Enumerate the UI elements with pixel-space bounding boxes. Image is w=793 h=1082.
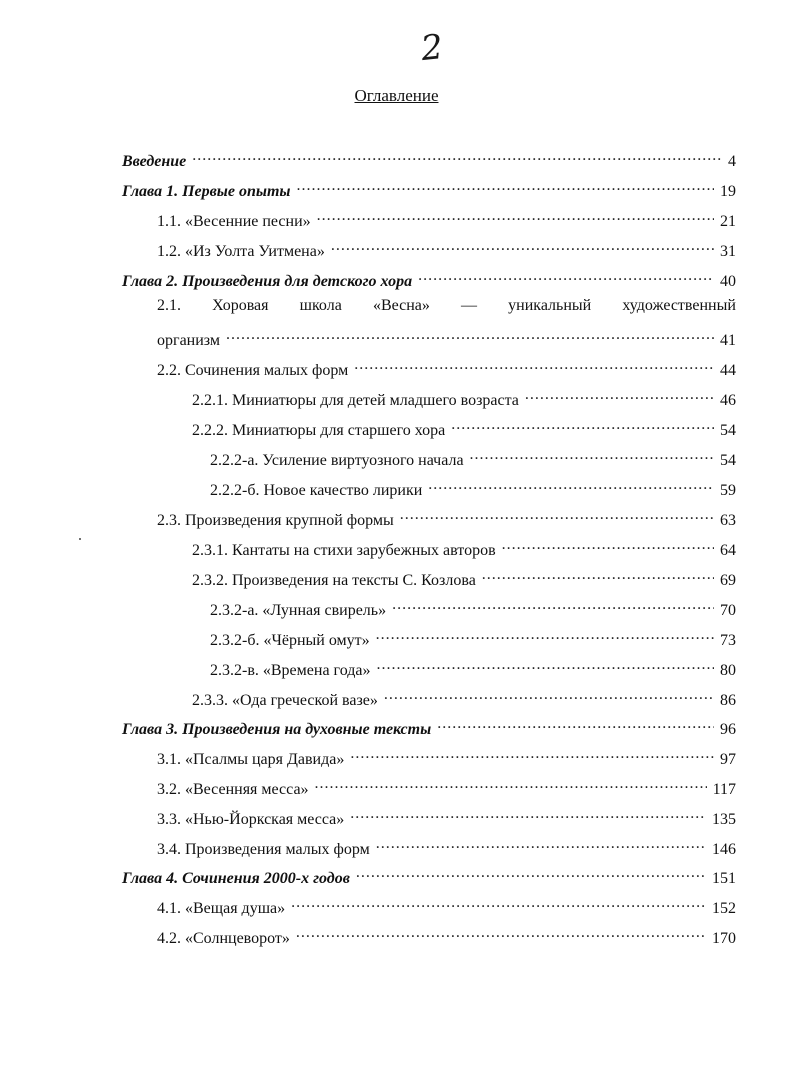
toc-entry-label: 4.2. «Солнцеворот» — [157, 930, 290, 947]
toc-entry-2-3-2-a — [210, 595, 736, 621]
toc-entry-page: 19 — [720, 183, 736, 200]
toc-entry-label: 2.2.2-а. Усиление виртуозного начала — [210, 452, 464, 469]
toc-entry-3-3 — [157, 804, 736, 830]
toc-entry-3-2 — [157, 774, 736, 800]
toc-entry-chapter-4 — [122, 863, 736, 889]
toc-entry-label: 2.2. Сочинения малых форм — [157, 362, 349, 379]
toc-entry-page: 135 — [712, 811, 736, 828]
toc-entry-page: 54 — [720, 452, 736, 469]
toc-title: Оглавление — [354, 86, 439, 105]
toc-entry-page: 21 — [720, 213, 736, 230]
toc-entry-page: 86 — [720, 692, 736, 709]
toc-entry-page: 40 — [720, 273, 736, 290]
toc-word: «Весна» — [372, 297, 430, 314]
toc-entry-page: 59 — [720, 482, 736, 499]
leader-dots — [317, 206, 714, 226]
toc-entry-label: организм — [157, 332, 221, 349]
toc-entry-2-2-2-b — [210, 475, 736, 501]
leader-dots — [354, 355, 714, 375]
leader-dots — [384, 685, 714, 705]
toc-entry-label: 1.2. «Из Уолта Уитмена» — [157, 243, 325, 260]
toc-entry-label: 2.2.2-б. Новое качество лирики — [210, 482, 423, 499]
leader-dots — [482, 565, 714, 585]
leader-dots — [418, 266, 714, 286]
toc-entry-chapter-3 — [122, 714, 736, 740]
toc-entry-2-3 — [157, 505, 736, 531]
leader-dots — [376, 834, 706, 854]
handwritten-page-number: 2 — [419, 26, 445, 70]
toc-entry-2-2-2 — [192, 415, 736, 441]
toc-entry-2-3-2-b — [210, 625, 736, 651]
leader-dots — [470, 445, 714, 465]
leader-dots — [392, 595, 714, 615]
toc-entry-label: 3.3. «Нью-Йоркская месса» — [157, 811, 345, 828]
toc-entry-label: 2.3.2-а. «Лунная свирель» — [210, 602, 387, 619]
toc-entry-3-4 — [157, 834, 736, 860]
toc-entry-2-1-line-1 — [157, 296, 736, 316]
toc-entry-label: 2.3.2-б. «Чёрный омут» — [210, 632, 370, 649]
toc-entry-3-1 — [157, 744, 736, 770]
leader-dots — [350, 804, 706, 824]
toc-entry-label: 3.4. Произведения малых форм — [157, 841, 370, 858]
toc-entry-label: 3.2. «Весенняя месса» — [157, 781, 309, 798]
toc-entry-page: 41 — [720, 332, 736, 349]
toc-entry-4-2 — [157, 923, 736, 949]
toc-entry-label: Глава 3. Произведения на духовные тексты — [122, 721, 432, 738]
toc-entry-label: 1.1. «Весенние песни» — [157, 213, 311, 230]
toc-entry-label: Глава 2. Произведения для детского хора — [122, 273, 413, 290]
toc-word: — — [461, 297, 478, 314]
toc-entry-label: 2.3.2-в. «Времена года» — [210, 662, 371, 679]
leader-dots — [297, 176, 714, 196]
toc-entry-page: 69 — [720, 572, 736, 589]
toc-entry-4-1 — [157, 893, 736, 919]
toc-entry-2-3-2 — [192, 565, 736, 591]
toc-entry-page: 170 — [712, 930, 736, 947]
toc-entry-page: 44 — [720, 362, 736, 379]
leader-dots — [400, 505, 714, 525]
leader-dots — [376, 625, 714, 645]
toc-entry-page: 146 — [712, 841, 736, 858]
toc-entry-page: 117 — [712, 781, 736, 798]
toc-entry-page: 152 — [712, 900, 736, 917]
toc-entry-page: 97 — [720, 751, 736, 768]
toc-entry-2-3-3 — [192, 685, 736, 711]
toc-entry-2-3-2-v — [210, 655, 736, 681]
toc-entry-page: 4 — [728, 153, 736, 170]
leader-dots — [451, 415, 714, 435]
toc-word: Хоровая — [212, 297, 269, 314]
toc-entry-label: Введение — [122, 153, 187, 170]
leader-dots — [525, 385, 714, 405]
toc-entry-2-2-2-a — [210, 445, 736, 471]
toc-entry-label: 2.3.3. «Ода греческой вазе» — [192, 692, 378, 709]
toc-entry-page: 54 — [720, 422, 736, 439]
leader-dots — [315, 774, 707, 794]
leader-dots — [296, 923, 706, 943]
toc-entry-label: 2.3. Произведения крупной формы — [157, 512, 394, 529]
leader-dots — [437, 714, 714, 734]
toc-entry-2-2-1 — [192, 385, 736, 411]
leader-dots — [291, 893, 706, 913]
toc-entry-label: 2.3.2. Произведения на тексты С. Козлова — [192, 572, 476, 589]
leader-dots — [377, 655, 715, 675]
toc-entry-page: 70 — [720, 602, 736, 619]
toc-entry-label: Глава 1. Первые опыты — [122, 183, 291, 200]
toc-word: художественный — [622, 297, 736, 314]
toc-entry-2-3-1 — [192, 535, 736, 561]
toc-entry-page: 80 — [720, 662, 736, 679]
toc-entry-page: 31 — [720, 243, 736, 260]
toc-entry-2-2 — [157, 355, 736, 381]
toc-entry-chapter-1 — [122, 176, 736, 202]
toc-entry-label: 3.1. «Псалмы царя Давида» — [157, 751, 345, 768]
toc-entry-1-1 — [157, 206, 736, 232]
scan-speck — [79, 538, 81, 540]
leader-dots — [350, 744, 714, 764]
leader-dots — [331, 236, 714, 256]
toc-entry-introduction — [122, 146, 736, 172]
toc-entry-label: 2.2.1. Миниатюры для детей младшего возраста — [192, 392, 519, 409]
toc-entry-page: 96 — [720, 721, 736, 738]
toc-entry-page: 46 — [720, 392, 736, 409]
leader-dots — [226, 325, 714, 345]
toc-word: 2.1. — [157, 297, 181, 314]
toc-entry-chapter-2 — [122, 266, 736, 292]
leader-dots — [502, 535, 714, 555]
toc-entry-page: 64 — [720, 542, 736, 559]
leader-dots — [428, 475, 714, 495]
toc-entry-page: 73 — [720, 632, 736, 649]
toc-entry-2-1-line-2 — [157, 325, 736, 351]
toc-word: уникальный — [508, 297, 592, 314]
leader-dots — [356, 863, 706, 883]
toc-entry-label: 2.2.2. Миниатюры для старшего хора — [192, 422, 446, 439]
toc-entry-label: Глава 4. Сочинения 2000-х годов — [122, 870, 350, 887]
toc-word: школа — [299, 297, 342, 314]
toc-entry-page: 63 — [720, 512, 736, 529]
toc-entry-label: 4.1. «Вещая душа» — [157, 900, 286, 917]
toc-entry-page: 151 — [712, 870, 736, 887]
toc-entry-label: 2.3.1. Кантаты на стихи зарубежных авторов — [192, 542, 496, 559]
toc-entry-1-2 — [157, 236, 736, 262]
leader-dots — [192, 146, 722, 166]
